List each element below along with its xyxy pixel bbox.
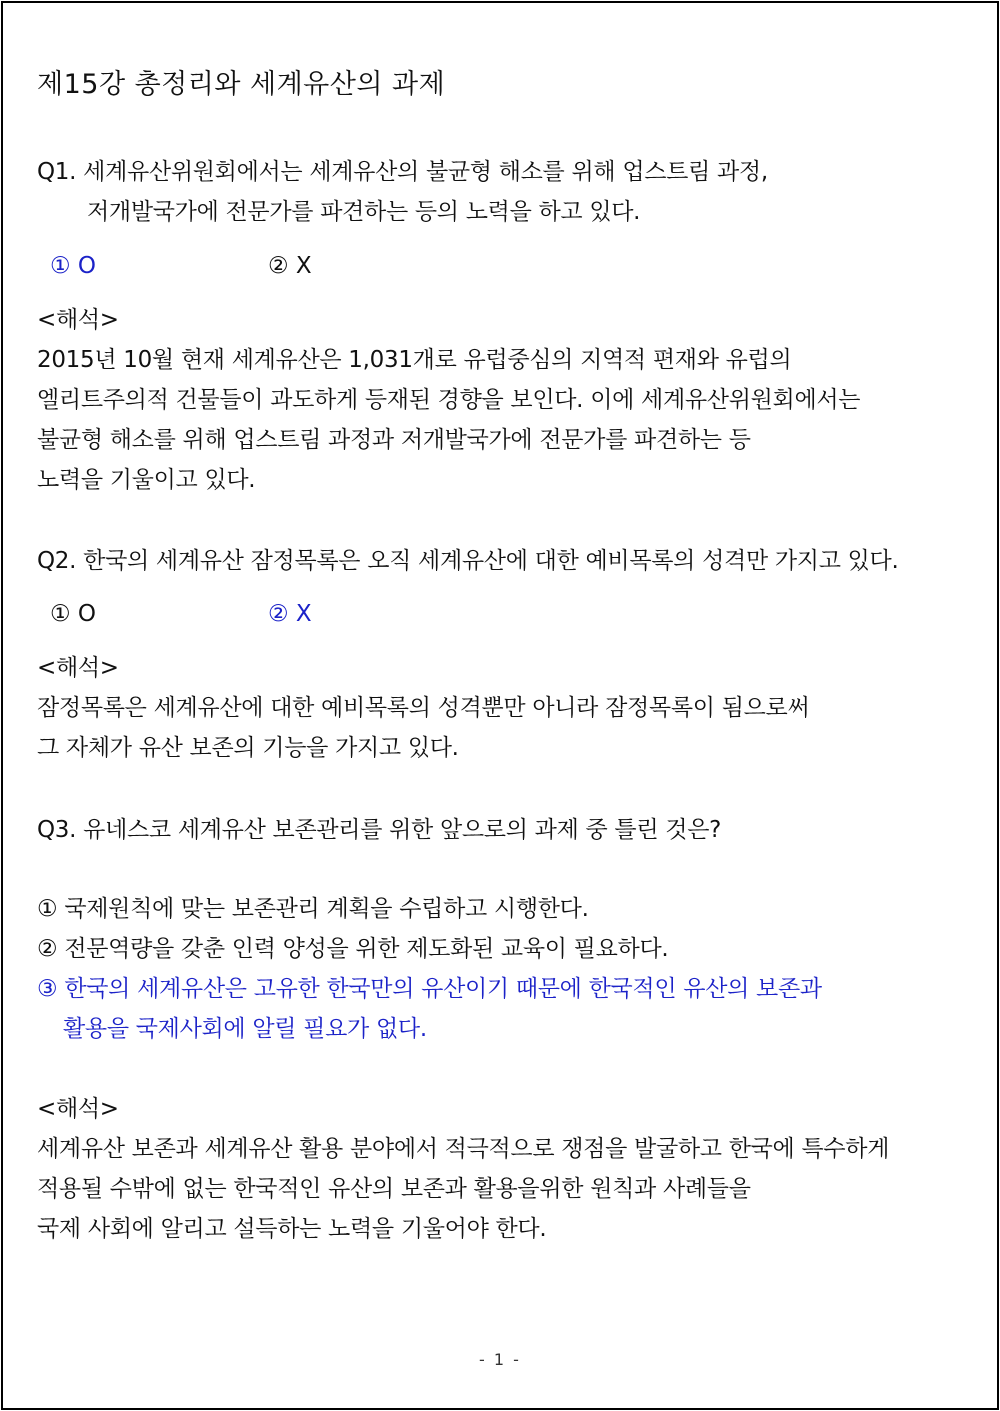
q1-explanation-line: 불균형 해소를 위해 업스트림 과정과 저개발국가에 전문가를 파견하는 등	[37, 427, 751, 453]
q3-option-3-line2: 활용을 국제사회에 알릴 필요가 없다.	[63, 1016, 427, 1042]
q2-option-2: ② X	[268, 601, 312, 627]
q1-explanation-label: <해석>	[37, 307, 119, 333]
q1-option-2: ② X	[268, 253, 312, 279]
q1-option-1: ① O	[50, 253, 97, 279]
q3-option-3-line1: ③ 한국의 세계유산은 고유한 한국만의 유산이기 때문에 한국적인 유산의 보존과	[37, 976, 822, 1002]
q2-explanation-label: <해석>	[37, 655, 119, 681]
q3-option-2: ② 전문역량을 갖춘 인력 양성을 위한 제도화된 교육이 필요하다.	[37, 936, 669, 962]
q3-explanation-label: <해석>	[37, 1096, 119, 1122]
page-number: - 1 -	[479, 1350, 521, 1369]
q2-option-1: ① O	[50, 601, 97, 627]
q1-explanation-line: 2015년 10월 현재 세계유산은 1,031개로 유럽중심의 지역적 편재와 유럽의	[37, 347, 792, 373]
q2-explanation-line: 잠정목록은 세계유산에 대한 예비목록의 성격뿐만 아니라 잠정목록이 됨으로써	[37, 695, 810, 721]
q3-question-line1: Q3. 유네스코 세계유산 보존관리를 위한 앞으로의 과제 중 틀린 것은?	[37, 817, 722, 843]
q3-explanation-line: 세계유산 보존과 세계유산 활용 분야에서 적극적으로 쟁점을 발굴하고 한국에 특수하게	[37, 1136, 890, 1162]
q3-option-1: ① 국제원칙에 맞는 보존관리 계획을 수립하고 시행한다.	[37, 896, 589, 922]
q1-explanation-line: 노력을 기울이고 있다.	[37, 467, 256, 493]
q1-question-line1: Q1. 세계유산위원회에서는 세계유산의 불균형 해소를 위해 업스트림 과정,	[37, 159, 768, 185]
q2-question-line1: Q2. 한국의 세계유산 잠정목록은 오직 세계유산에 대한 예비목록의 성격만 가지고 있다.	[37, 548, 899, 574]
q3-explanation-line: 국제 사회에 알리고 설득하는 노력을 기울어야 한다.	[37, 1216, 547, 1242]
q1-explanation-line: 엘리트주의적 건물들이 과도하게 등재된 경향을 보인다. 이에 세계유산위원회에서는	[37, 387, 861, 413]
q1-question-line2: 저개발국가에 전문가를 파견하는 등의 노력을 하고 있다.	[87, 199, 641, 225]
q3-explanation-line: 적용될 수밖에 없는 한국적인 유산의 보존과 활용을위한 원칙과 사례들을	[37, 1176, 751, 1202]
q2-explanation-line: 그 자체가 유산 보존의 기능을 가지고 있다.	[37, 735, 459, 761]
page-title: 제15강 총정리와 세계유산의 과제	[37, 69, 446, 100]
